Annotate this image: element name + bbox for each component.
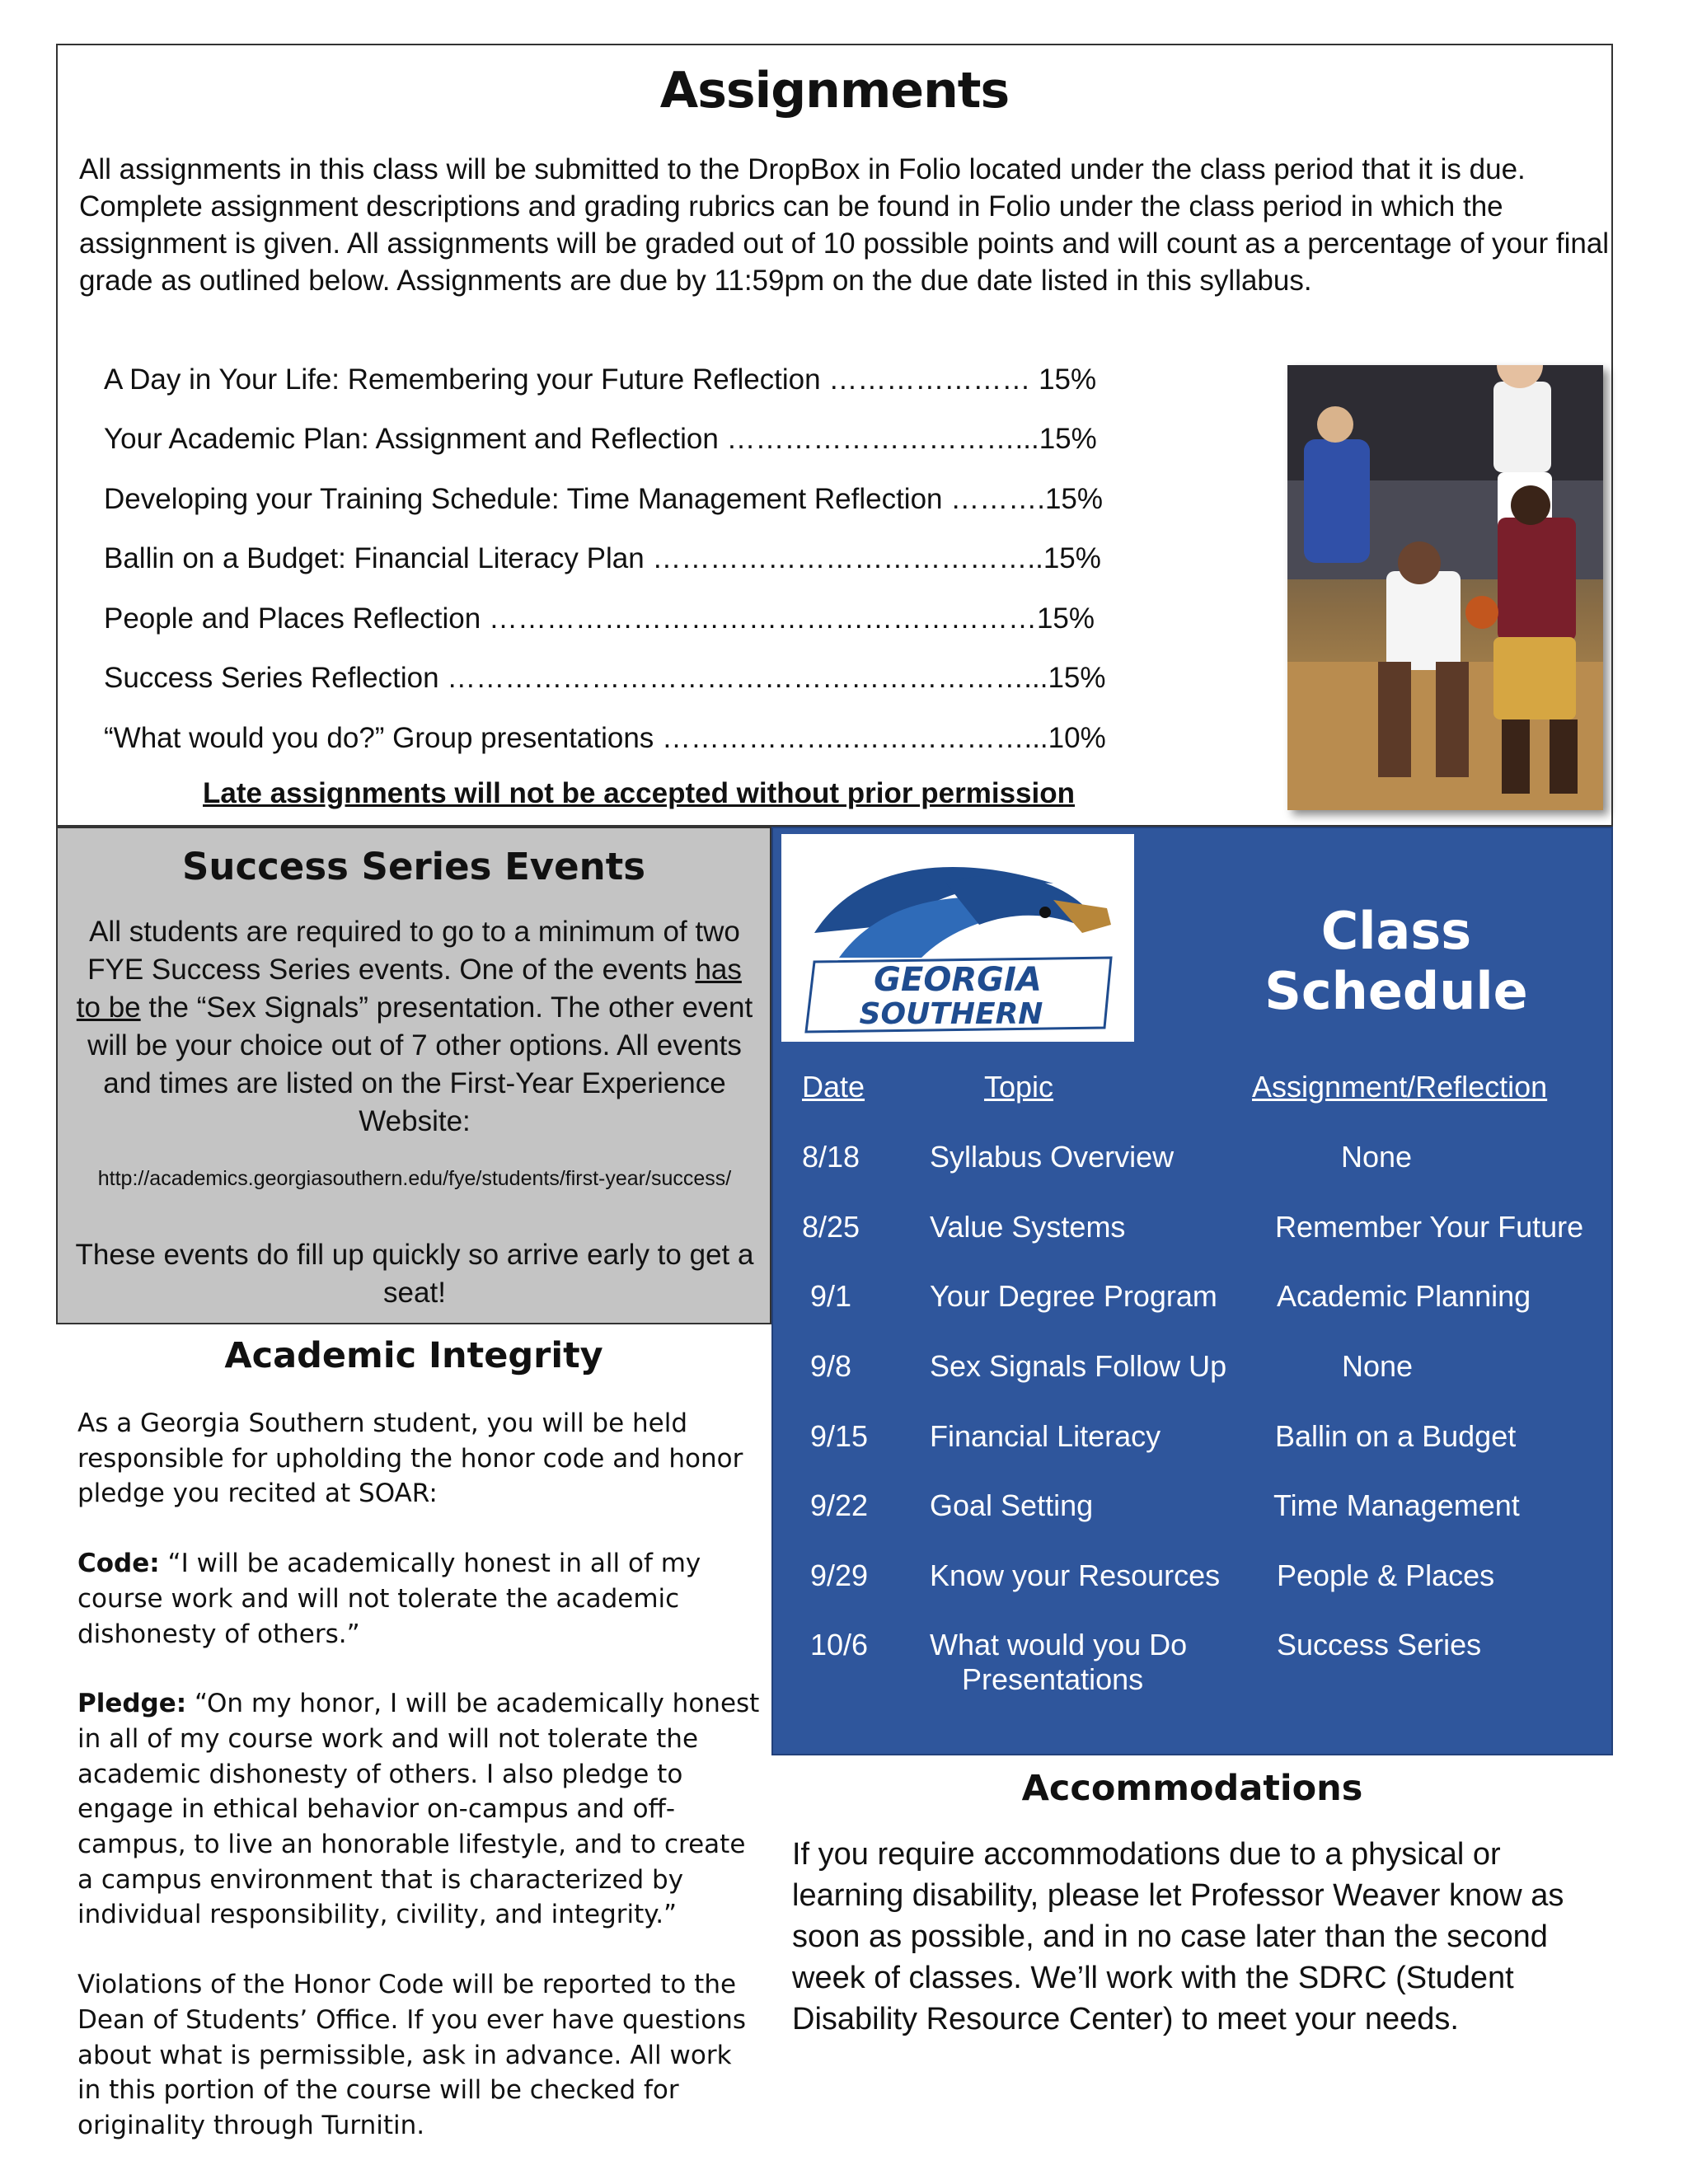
schedule-topic: Syllabus Overview [930, 1140, 1175, 1174]
assignment-item: A Day in Your Life: Remembering your Future Reflection ………………… 15% [104, 363, 1097, 396]
logo-text-southern: SOUTHERN [859, 997, 1043, 1031]
accommodations-title: Accommodations [1021, 1768, 1363, 1809]
schedule-topic: What would you Do [930, 1628, 1188, 1661]
success-series-body [74, 913, 755, 1141]
fye-website-link[interactable]: http://academics.georgiasouthern.edu/fye/students/first-year/success/ [97, 1167, 732, 1190]
schedule-date: 8/18 [802, 1140, 860, 1174]
pledge-label: Pledge: [77, 1689, 187, 1719]
accommodations-body: If you require accommodations due to a physical or learning disability, please let Professor Weaver know as soon as possible, and in no case later than the second week of classes. We’ll work with the SDRC (Student Disability Resource Center) to meet your needs. [792, 1837, 1564, 2036]
schedule-date: 10/6 [810, 1628, 869, 1661]
schedule-topic: Value Systems [930, 1210, 1126, 1244]
schedule-topic-continued: Presentations [962, 1662, 1144, 1696]
schedule-assignment: Time Management [1273, 1488, 1520, 1522]
integrity-intro: As a Georgia Southern student, you will be held responsible for upholding the honor code and honor pledge you recited at SOAR: [77, 1408, 743, 1509]
schedule-date: 9/22 [810, 1488, 869, 1522]
success-series-title: Success Series Events [182, 845, 645, 888]
schedule-assignment: Success Series [1277, 1628, 1482, 1661]
late-assignments-note: Late assignments will not be accepted without prior permission [203, 777, 1075, 809]
schedule-topic: Know your Resources [930, 1558, 1221, 1592]
schedule-topic: Your Degree Program [930, 1279, 1217, 1313]
code-text: “I will be academically honest in all of my course work and will not tolerate the academic dishonesty of others.” [77, 1549, 701, 1649]
success-body-emphasis: has to be [76, 954, 742, 1024]
success-series-section [56, 827, 771, 1324]
schedule-date: 9/8 [810, 1349, 852, 1383]
logo-text-georgia: GEORGIA [874, 961, 1042, 999]
schedule-topic: Goal Setting [930, 1488, 1094, 1522]
assignments-title: Assignments [659, 62, 1010, 120]
assignment-item: People and Places Reflection …………………………………………………15% [104, 602, 1095, 635]
honor-pledge [77, 1686, 762, 1933]
violations-text: Violations of the Honor Code will be reported to the Dean of Students’ Office. If you ever have questions about what is permissible, ask in advance. All work in this portion of the course will be checked for originality through Turnitin. [77, 1970, 747, 2140]
class-schedule-section [771, 827, 1613, 1755]
pledge-text: “On my honor, I will be academically honest in all of my course work and will not tolerate the academic dishonesty of others. I also pledge to engage in ethical behavior on-campus and off-campus, to live an honorable lifestyle, and to create a campus environment that is characterized by individual responsibility, civility, and integrity.” [77, 1689, 760, 1930]
schedule-assignment: Ballin on a Budget [1275, 1419, 1517, 1453]
schedule-date: 9/29 [810, 1558, 869, 1592]
schedule-topic: Financial Literacy [930, 1419, 1161, 1453]
class-schedule-title: Class Schedule [1264, 901, 1528, 1021]
assignment-item: Developing your Training Schedule: Time Management Reflection ……….15% [104, 483, 1104, 515]
assignments-intro: All assignments in this class will be submitted to the DropBox in Folio located under the class period that it is due. Complete assignment descriptions and grading rubrics can be found in Folio under the class period in which the assignment is given. All assignments will be graded out of 10 possible points and will count as a percentage of your final grade as outlined below. Assignments are due by 11:59pm on the due date listed in this syllabus. [79, 153, 1610, 297]
schedule-header-assignment: Assignment/Reflection [1252, 1070, 1548, 1104]
schedule-assignment: Academic Planning [1277, 1279, 1531, 1313]
success-series-note: These events do fill up quickly so arrive early to get a seat! [75, 1239, 754, 1309]
assignments-section [56, 44, 1613, 827]
assignment-item: “What would you do?” Group presentations ………………..………………...10% [104, 722, 1106, 754]
basketball-photo [1287, 365, 1603, 810]
honor-code [77, 1546, 762, 1652]
schedule-assignment: People & Places [1277, 1558, 1495, 1592]
schedule-assignment: None [1341, 1140, 1413, 1174]
assignment-item: Your Academic Plan: Assignment and Reflection …………………………...15% [104, 423, 1097, 455]
schedule-date: 9/15 [810, 1419, 869, 1453]
schedule-assignment: Remember Your Future [1275, 1210, 1584, 1244]
success-body-text: the “Sex Signals” presentation. The other event will be your choice out of 7 other options. All events and times are listed on the First-Year Experience Website: [87, 991, 753, 1137]
schedule-header-date: Date [802, 1070, 865, 1104]
code-label: Code: [77, 1549, 160, 1579]
academic-integrity-body [77, 1406, 762, 2178]
schedule-assignment: None [1342, 1349, 1414, 1383]
schedule-date: 8/25 [802, 1210, 860, 1244]
schedule-date: 9/1 [810, 1279, 852, 1313]
assignment-item: Ballin on a Budget: Financial Literacy Plan …………………………………..15% [104, 542, 1101, 574]
success-body-text: All students are required to go to a minimum of two FYE Success Series events. One of the events [87, 916, 740, 986]
assignment-item: Success Series Reflection ……………………………………………………...15% [104, 662, 1106, 694]
georgia-southern-logo [781, 834, 1134, 1042]
schedule-header-topic: Topic [984, 1070, 1054, 1104]
schedule-topic: Sex Signals Follow Up [930, 1349, 1227, 1383]
academic-integrity-title: Academic Integrity [224, 1335, 603, 1376]
